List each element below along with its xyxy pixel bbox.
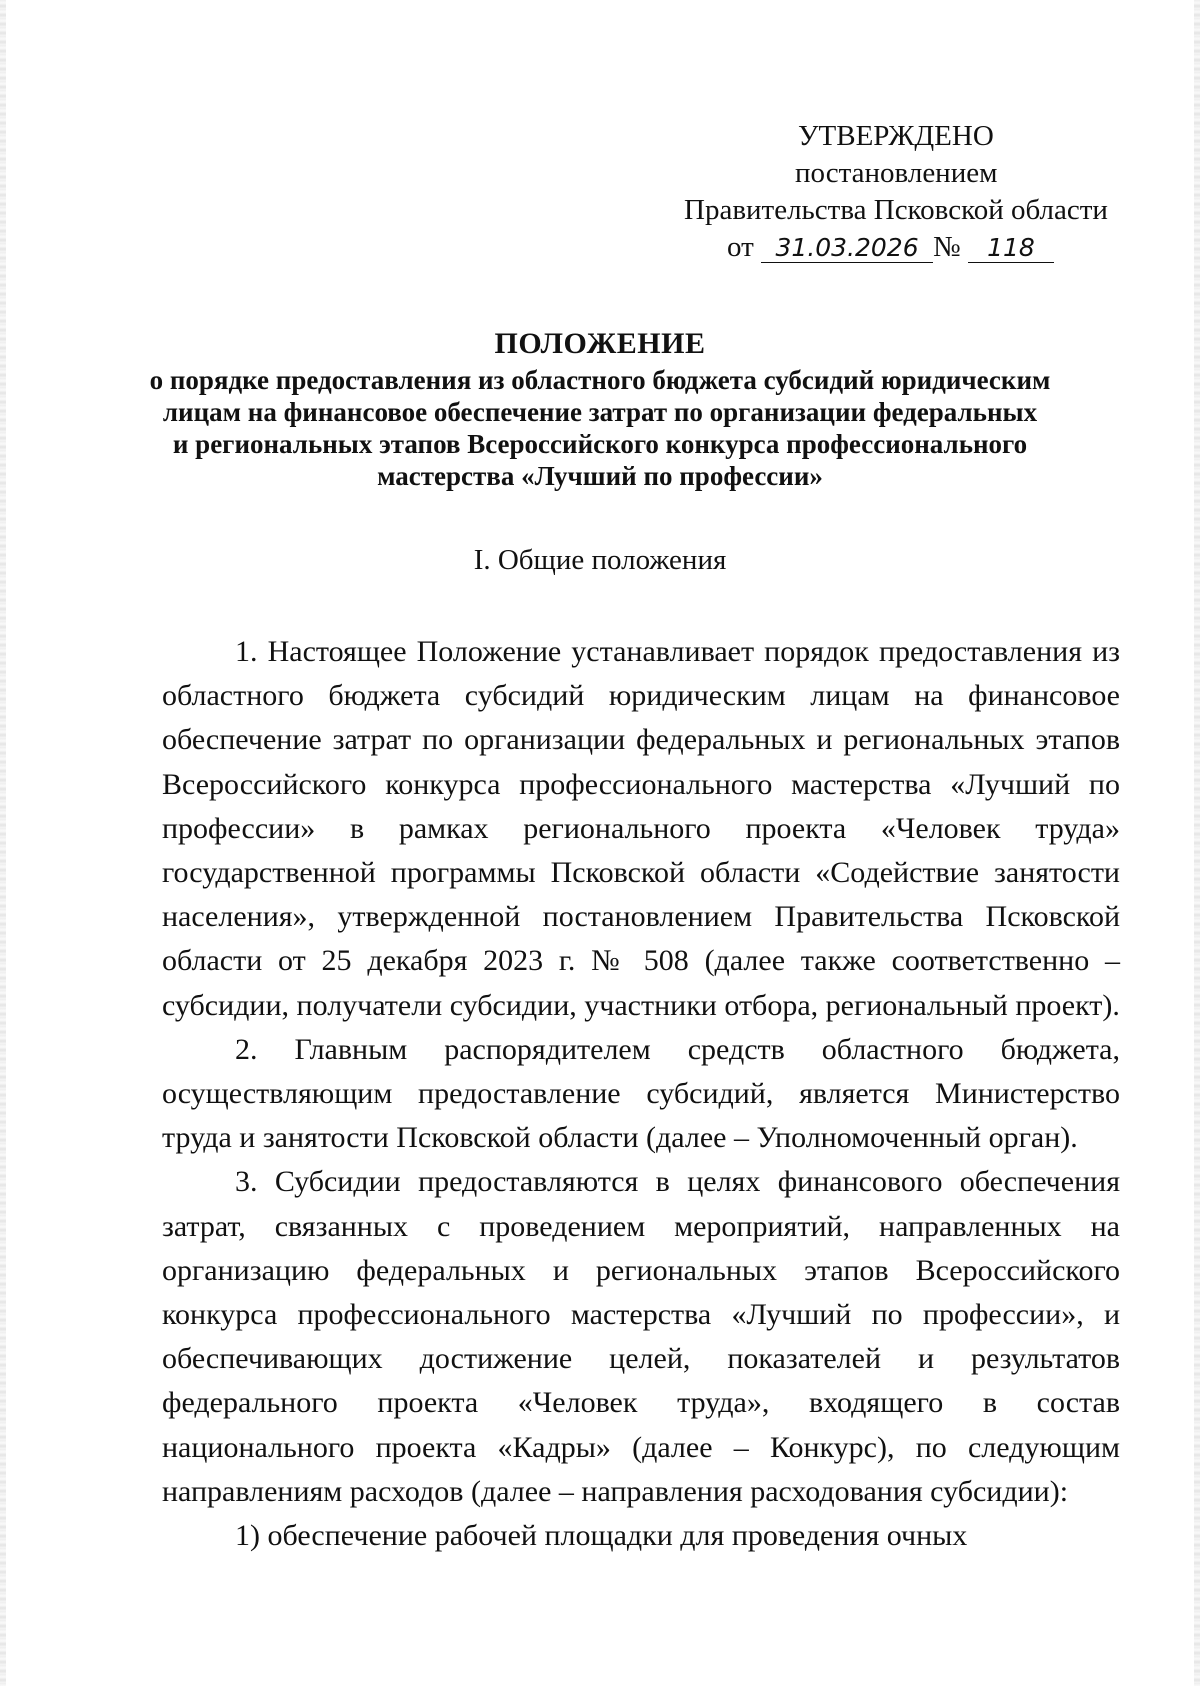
- paragraph-1: 1. Настоящее Положение устанавливает порядок предоставления из областного бюджета субсидий юридическим лицам на финансовое обеспечение затрат по организации федеральных и региональных этапов Всероссийского конкурса профессионального мастерства «Лучший по профессии» в рамках регионального проекта «Человек труда» государственной программы Псковской области «Содействие занятости населения», утвержденной постановлением Правительства Псковской области от 25 декабря 2023 г. № 508 (далее также соответственно – субсидии, получатели субсидии, участники отбора, региональный проект).: [162, 635, 1120, 1022]
- approval-stamp-block: [650, 118, 1130, 266]
- subtitle-line: о порядке предоставления из областного бюджета субсидий юридическим: [149, 365, 1051, 395]
- subtitle-line: мастерства «Лучший по профессии»: [377, 461, 823, 491]
- paragraph-3-item-1: 1) обеспечение рабочей площадки для проведения очных: [235, 1519, 968, 1553]
- authority-label: Правительства Псковской области: [684, 194, 1108, 226]
- title-subtitle: [120, 364, 1080, 492]
- scan-edge-left: [0, 0, 6, 1686]
- from-label: от: [727, 231, 754, 263]
- scan-edge-right: [1194, 0, 1200, 1686]
- document-body: [162, 630, 1120, 1558]
- document-title: [120, 324, 1080, 492]
- title-heading: ПОЛОЖЕНИЕ: [494, 327, 706, 360]
- date-number-line: [650, 229, 1130, 266]
- section-heading: I. Общие положения: [473, 544, 727, 576]
- paragraph-3: 3. Субсидии предоставляются в целях финансового обеспечения затрат, связанных с проведением мероприятий, направленных на организацию федеральных и региональных этапов Всероссийского конкурса профессионального мастерства «Лучший по профессии», и обеспечивающих достижение целей, показателей и результатов федерального проекта «Человек труда», входящего в состав национального проекта «Кадры» (далее – Конкурс), по следующим направлениям расходов (далее – направления расходования субсидии):: [162, 1165, 1120, 1508]
- paragraph-2: 2. Главным распорядителем средств областного бюджета, осуществляющим предоставление субсидий, является Министерство труда и занятости Псковской области (далее – Уполномоченный орган).: [162, 1032, 1120, 1155]
- handwritten-date: 31.03.2026: [761, 234, 933, 263]
- subtitle-line: лицам на финансовое обеспечение затрат по организации федеральных: [162, 397, 1038, 427]
- decree-label: постановлением: [795, 157, 998, 189]
- subtitle-line: и региональных этапов Всероссийского конкурса профессионального: [172, 429, 1028, 459]
- approved-label: УТВЕРЖДЕНО: [798, 120, 994, 152]
- handwritten-number: 118: [968, 234, 1054, 263]
- number-label: №: [933, 231, 961, 263]
